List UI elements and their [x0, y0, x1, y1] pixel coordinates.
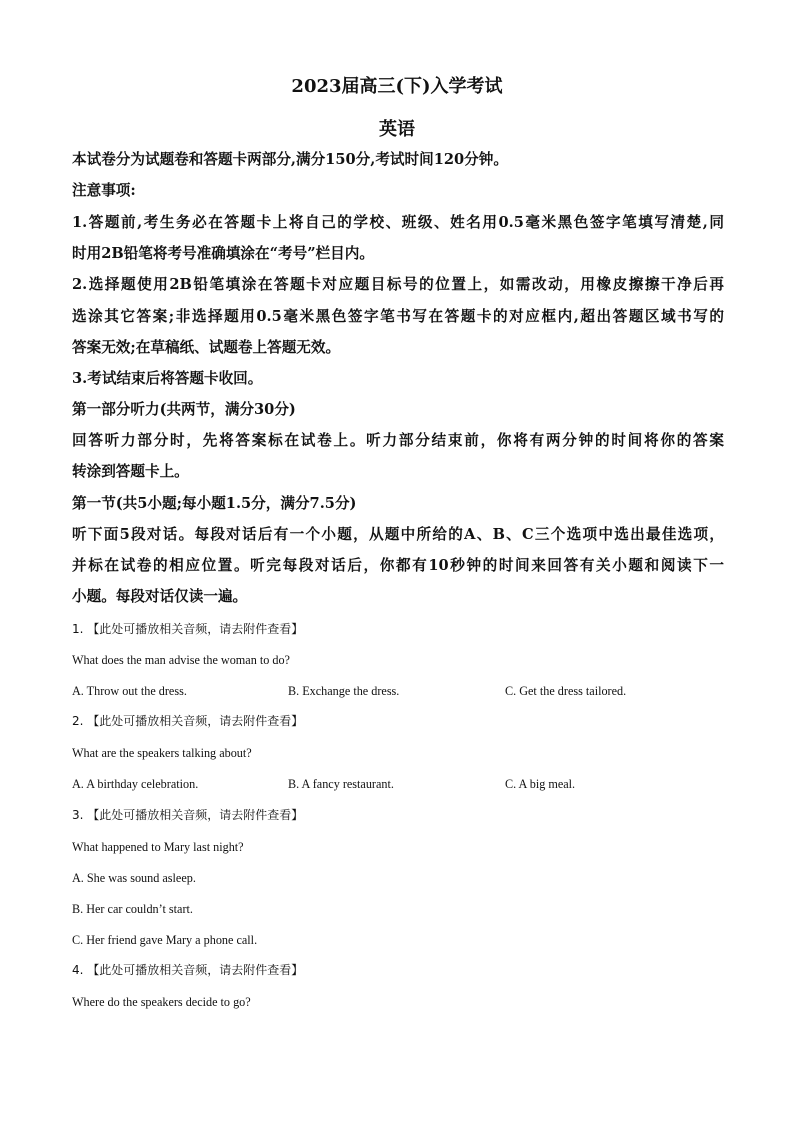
question-2-text: What are the speakers talking about? — [72, 746, 252, 760]
question-1-text: What does the man advise the woman to do? — [72, 653, 290, 667]
question-3-option-c: C. Her friend gave Mary a phone call. — [72, 933, 258, 947]
notice-item-1-line-2: 时用2B铅笔将考号准确填涂在“考号”栏目内。 — [72, 245, 374, 262]
question-2-option-b: B. A fancy restaurant. — [288, 777, 394, 791]
notice-item-2-line-2: 选涂其它答案;非选择题用0.5毫米黑色签字笔书写在答题卡的对应框内,超出答题区域书写的 — [72, 308, 724, 325]
notice-item-1-line-1: 1.答题前,考生务必在答题卡上将自己的学校、班级、姓名用0.5毫米黑色签字笔填写清楚,同 — [72, 214, 724, 231]
section1-desc-line-3: 小题。每段对话仅读一遍。 — [72, 588, 248, 605]
intro-text: 本试卷分为试题卷和答题卡两部分,满分150分,考试时间120分钟。 — [72, 151, 508, 168]
question-2-audio-label: 2. 【此处可播放相关音频，请去附件查看】 — [72, 714, 304, 728]
question-2-option-c: C. A big meal. — [505, 777, 576, 791]
notice-item-3: 3.考试结束后将答题卡收回。 — [72, 370, 263, 387]
exam-title: 2023届高三(下)入学考试 — [291, 76, 503, 97]
part1-desc-line-2: 转涂到答题卡上。 — [72, 463, 189, 480]
question-2-option-a: A. A birthday celebration. — [72, 777, 199, 791]
question-4-text: Where do the speakers decide to go? — [72, 995, 251, 1009]
section1-desc-line-1: 听下面5段对话。每段对话后有一个小题，从题中所给的A、B、C三个选项中选出最佳选项， — [72, 526, 724, 543]
question-1-audio-label: 1. 【此处可播放相关音频，请去附件查看】 — [72, 622, 304, 636]
subject-title: 英语 — [379, 119, 415, 140]
question-1-option-c: C. Get the dress tailored. — [505, 684, 627, 698]
section1-desc-line-2: 并标在试卷的相应位置。听完每段对话后，你都有10秒钟的时间来回答有关小题和阅读下一 — [72, 557, 724, 574]
part1-desc-line-1: 回答听力部分时，先将答案标在试卷上。听力部分结束前，你将有两分钟的时间将你的答案 — [72, 432, 724, 449]
question-4-audio-label: 4. 【此处可播放相关音频，请去附件查看】 — [72, 963, 304, 977]
section1-heading: 第一节(共5小题;每小题1.5分，满分7.5分) — [72, 495, 357, 512]
notice-heading: 注意事项: — [72, 182, 136, 199]
question-1-option-b: B. Exchange the dress. — [288, 684, 400, 698]
question-3-option-a: A. She was sound asleep. — [72, 871, 196, 885]
notice-item-2-line-3: 答案无效;在草稿纸、试题卷上答题无效。 — [72, 339, 341, 356]
question-3-audio-label: 3. 【此处可播放相关音频，请去附件查看】 — [72, 808, 304, 822]
part1-heading: 第一部分听力(共两节，满分30分) — [72, 401, 296, 418]
question-3-text: What happened to Mary last night? — [72, 840, 244, 854]
question-1-option-a: A. Throw out the dress. — [72, 684, 187, 698]
notice-item-2-line-1: 2.选择题使用2B铅笔填涂在答题卡对应题目标号的位置上，如需改动，用橡皮擦擦干净后再 — [72, 276, 724, 293]
question-3-option-b: B. Her car couldn’t start. — [72, 902, 193, 916]
